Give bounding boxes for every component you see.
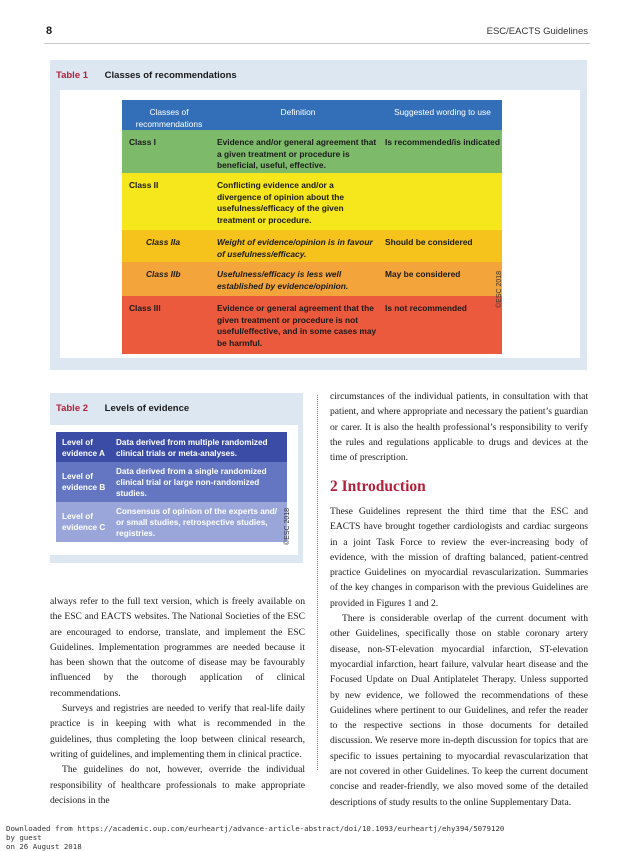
- table1-label: Table 1: [56, 70, 89, 81]
- paragraph: always refer to the full text version, which is freely available on the ESC and EACTS websites. The National Societies of the ESC are encouraged to endorse, translate, and implement the ESC Guidelines. Implementation programmes are needed because it has been shown that the outcome of disease may be favourably influenced by the thorough application of clinical recommendations.: [50, 596, 305, 699]
- table1-row-class-ii: [122, 173, 502, 230]
- table1-caption: [56, 70, 237, 81]
- table1-row-class-iii: [122, 296, 502, 354]
- header-rule: [44, 43, 590, 44]
- table1-row-class-iib: [122, 262, 502, 296]
- class-name: Class III: [129, 303, 161, 313]
- evidence-level-b: [56, 462, 287, 502]
- class-wording: May be considered: [385, 269, 461, 279]
- download-footer: [6, 824, 504, 851]
- class-definition: Evidence or general agreement that the given treatment or procedure is not useful/effective, and in some cases may be harmful.: [217, 303, 377, 348]
- table2-caption: [56, 403, 189, 414]
- table1-col-wording: Suggested wording to use: [394, 107, 491, 117]
- class-definition: Evidence and/or general agreement that a given treatment or procedure is beneficial, useful, effective.: [217, 137, 377, 170]
- evidence-level-text: Data derived from a single randomized clinical trial or large non-randomized studies.: [116, 467, 267, 498]
- class-wording: Should be considered: [385, 237, 473, 247]
- class-wording: Is not recommended: [385, 303, 467, 313]
- class-name: Class I: [129, 137, 157, 147]
- evidence-level-a: [56, 432, 287, 462]
- class-name: Class II: [129, 180, 159, 190]
- table2-copyright: ©ESC 2018: [284, 507, 291, 545]
- evidence-level-c: [56, 502, 287, 542]
- paragraph: Surveys and registries are needed to verify that real-life daily practice is in keeping with what is recommended in the guidelines, thus completing the loop between clinical research, writing of guidelines, and implementing them in clinical practice.: [50, 703, 305, 760]
- evidence-level-text: Consensus of opinion of the experts and/ or small studies, retrospective studies, registries.: [116, 507, 278, 538]
- class-definition: Weight of evidence/opinion is in favour of usefulness/efficacy.: [217, 237, 373, 259]
- class-definition: Usefulness/efficacy is less well established by evidence/opinion.: [217, 269, 349, 291]
- paragraph: The guidelines do not, however, override the individual responsibility of healthcare professionals to make appropriate decisions in the: [50, 764, 305, 806]
- table1-col-classes: Classes of recommendations: [135, 107, 203, 129]
- paragraph: These Guidelines represent the third time that the ESC and EACTS have brought together cardiologists and cardiac surgeons in a joint Task Force to review the ever-increasing body of evidence, with the mission of drafting balanced, patient-centred practice Guidelines on myocardial revascularization. Summaries of the key changes in comparison with the previous Guidelines are provided in Figures 1 and 2.: [330, 506, 588, 609]
- footer-line: on 26 August 2018: [6, 842, 82, 851]
- class-name: Class IIb: [146, 269, 181, 279]
- table1-copyright: ©ESC 2018: [496, 270, 503, 308]
- right-column-top-text: [330, 389, 588, 465]
- evidence-level-label: Level of evidence C: [62, 512, 106, 532]
- left-column-text: [50, 594, 305, 808]
- page-number: 8: [46, 25, 53, 37]
- table2-title: Levels of evidence: [104, 403, 190, 414]
- table1-col-definition: Definition: [280, 107, 316, 117]
- evidence-level-label: Level of evidence A: [62, 438, 105, 458]
- evidence-level-text: Data derived from multiple randomized clinical trials or meta-analyses.: [116, 438, 268, 458]
- footer-line: Downloaded from https://academic.oup.com/eurheartj/advance-article-abstract/doi/10.1093/eurheartj/ehy394/5079120: [6, 824, 505, 833]
- right-column-text: [330, 504, 588, 810]
- paragraph: circumstances of the individual patients, in consultation with that patient, and where appropriate and necessary the patient’s guardian or carer. It is also the health professional’s responsibility to verify the rules and regulations applicable to drugs and devices at the time of prescription.: [330, 391, 588, 464]
- table1-title: Classes of recommendations: [104, 70, 237, 81]
- table1-row-class-i: [122, 130, 502, 173]
- evidence-level-label: Level of evidence B: [62, 472, 106, 492]
- footer-line: by guest: [6, 833, 42, 842]
- class-wording: Is recommended/is indicated: [385, 137, 500, 147]
- section-heading: 2 Introduction: [330, 478, 426, 495]
- class-name: Class IIa: [146, 237, 180, 247]
- class-definition: Conflicting evidence and/or a divergence of opinion about the usefulness/efficacy of the given treatment or procedure.: [217, 180, 345, 225]
- paragraph: There is considerable overlap of the current document with other Guidelines, specifically those on stable coronary artery disease, non-ST-elevation myocardial infarction, ST-elevation myocardial infarction, heart failure, valvular heart disease and the Focused Update on Dual Antiplatelet Therapy. Unless supported by new evidence, we followed the recommendations of these Guidelines where pertinent to our Guidelines, and refer the reader to the respective sections in those documents for detailed discussion. We reserve more in-depth discussion for topics that are specific to issues pertaining to myocardial revascularization that are not covered in other Guidelines. To keep the current document concise and reader-friendly, we also moved some of the detailed descriptions of study results to the online Supplementary Data.: [330, 613, 588, 808]
- table2-label: Table 2: [56, 403, 89, 414]
- table1-row-class-iia: [122, 230, 502, 262]
- journal-title: ESC/EACTS Guidelines: [486, 26, 588, 37]
- table1-header-row: [122, 100, 502, 130]
- column-divider: [317, 395, 318, 770]
